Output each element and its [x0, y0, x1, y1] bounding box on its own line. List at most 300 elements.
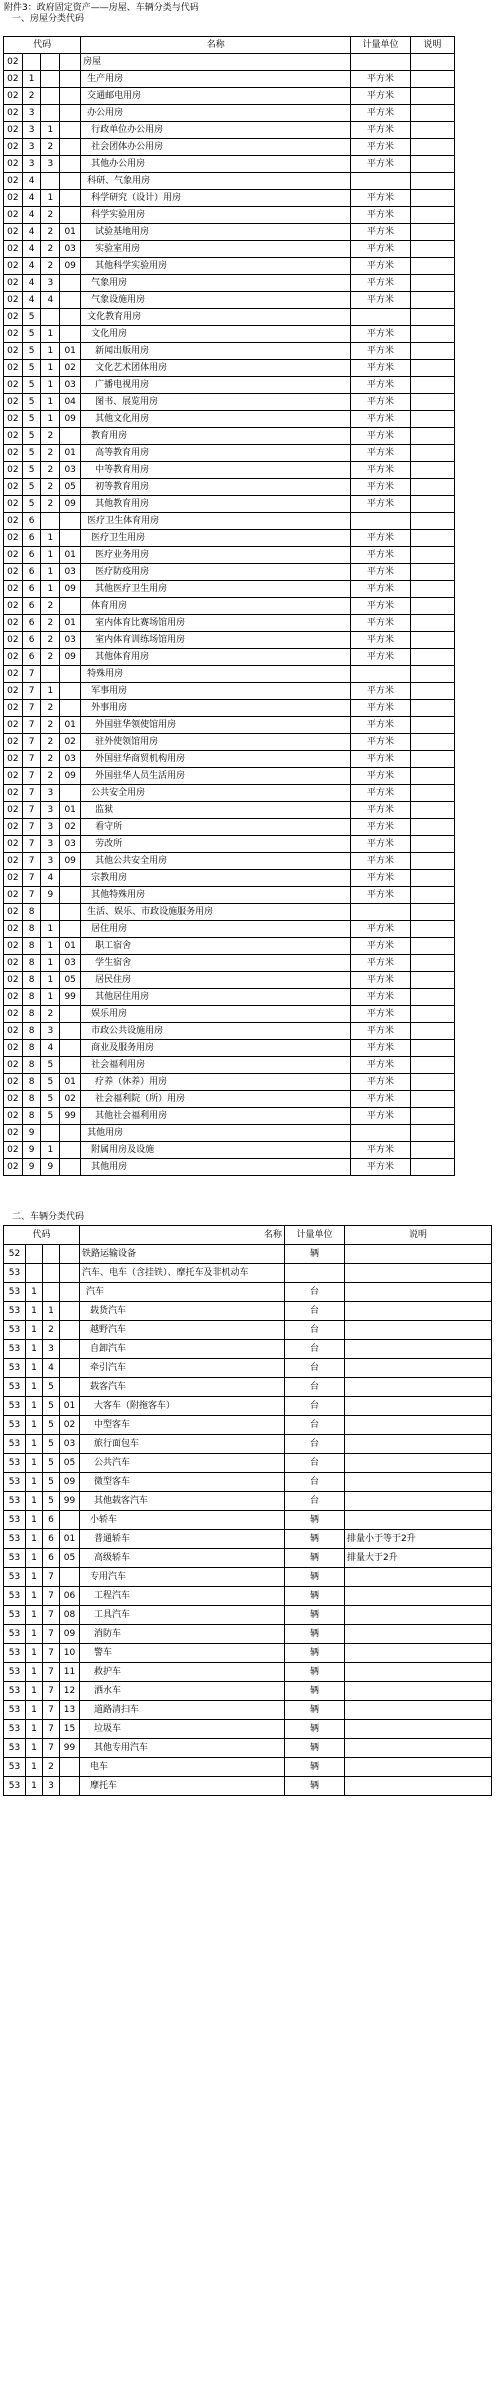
table-row: [4, 1040, 455, 1057]
code-l2-cell: 6: [22, 530, 41, 547]
code-l4-cell: [60, 598, 81, 615]
code-l4-cell: [60, 326, 81, 343]
code-l3-cell: 6: [43, 1530, 60, 1549]
item-name-cell: 其他教育用房: [81, 496, 351, 513]
code-l4-cell: 01: [60, 802, 81, 819]
code-l3-cell: [41, 513, 60, 530]
unit-cell: 台: [285, 1473, 345, 1492]
code-l2-cell: 4: [22, 224, 41, 241]
unit-cell: 平方米: [351, 717, 411, 734]
code-l1-cell: 02: [4, 802, 23, 819]
code-l4-cell: [60, 207, 81, 224]
note-cell: [345, 1568, 492, 1587]
table-row: [4, 853, 455, 870]
code-l4-cell: 02: [60, 1416, 80, 1435]
note-cell: [345, 1511, 492, 1530]
code-l3-cell: 1: [41, 190, 60, 207]
code-l3-cell: 3: [41, 785, 60, 802]
unit-cell: 台: [285, 1416, 345, 1435]
table-row: [4, 275, 455, 292]
code-l2-cell: 6: [22, 649, 41, 666]
table-row: [4, 734, 455, 751]
code-l4-cell: [60, 1568, 80, 1587]
code-l1-cell: 02: [4, 836, 23, 853]
item-name-cell: 汽车、电车（含挂铁）、摩托车及非机动车: [80, 1264, 285, 1283]
table-row: [4, 1454, 492, 1473]
item-name-cell: 中等教育用房: [81, 462, 351, 479]
item-name-cell: 其他体育用房: [81, 649, 351, 666]
code-l4-cell: [60, 1511, 80, 1530]
item-name-cell: 汽车: [80, 1283, 285, 1302]
note-cell: [345, 1264, 492, 1283]
code-l2-cell: 5: [22, 326, 41, 343]
code-l1-cell: 02: [4, 921, 23, 938]
attachment-title: 附件3：政府固定资产——房屋、车辆分类与代码: [4, 3, 199, 13]
note-cell: [345, 1587, 492, 1606]
code-l4-cell: [60, 1040, 81, 1057]
code-l4-cell: 09: [60, 411, 81, 428]
code-l4-cell: 06: [60, 1587, 80, 1606]
code-l2-cell: [26, 1264, 43, 1283]
code-l1-cell: 02: [4, 598, 23, 615]
note-cell: [410, 462, 454, 479]
code-l1-cell: 02: [4, 377, 23, 394]
code-l2-cell: 1: [26, 1568, 43, 1587]
note-cell: [410, 938, 454, 955]
code-l1-cell: 02: [4, 139, 23, 156]
code-l3-cell: [41, 309, 60, 326]
note-cell: [410, 972, 454, 989]
code-l4-cell: [60, 105, 81, 122]
code-l1-cell: 02: [4, 1074, 23, 1091]
table-row: [4, 326, 455, 343]
code-l3-cell: 1: [41, 921, 60, 938]
code-l3-cell: 2: [41, 479, 60, 496]
note-cell: [345, 1644, 492, 1663]
code-l2-cell: 1: [26, 1397, 43, 1416]
code-l2-cell: 5: [22, 360, 41, 377]
code-l4-cell: 01: [60, 445, 81, 462]
item-name-cell: 摩托车: [80, 1777, 285, 1796]
code-l2-cell: 7: [22, 683, 41, 700]
code-l3-cell: 7: [43, 1606, 60, 1625]
unit-cell: 平方米: [351, 938, 411, 955]
unit-cell: 平方米: [351, 1006, 411, 1023]
unit-cell: 平方米: [351, 564, 411, 581]
code-l1-cell: 53: [4, 1283, 26, 1302]
table-row: [4, 1340, 492, 1359]
code-l4-cell: 09: [60, 768, 81, 785]
table-row: [4, 1663, 492, 1682]
item-name-cell: 体育用房: [81, 598, 351, 615]
code-l1-cell: 53: [4, 1720, 26, 1739]
code-l4-cell: 03: [60, 377, 81, 394]
table-row: [4, 1416, 492, 1435]
code-l2-cell: 1: [26, 1777, 43, 1796]
code-l2-cell: 4: [22, 275, 41, 292]
code-l4-cell: 09: [60, 496, 81, 513]
note-cell: [410, 802, 454, 819]
code-l1-cell: 02: [4, 1023, 23, 1040]
code-l4-cell: 02: [60, 819, 81, 836]
code-l1-cell: 02: [4, 207, 23, 224]
item-name-cell: 其他用房: [81, 1159, 351, 1176]
code-l2-cell: 8: [22, 938, 41, 955]
table-row: [4, 428, 455, 445]
note-cell: [410, 1125, 454, 1142]
unit-cell: 辆: [285, 1245, 345, 1264]
note-cell: 排量小于等于2升: [345, 1530, 492, 1549]
item-name-cell: 室内体育比赛场馆用房: [81, 615, 351, 632]
code-l1-cell: 02: [4, 564, 23, 581]
note-cell: [410, 904, 454, 921]
note-cell: [410, 1108, 454, 1125]
code-l4-cell: [60, 666, 81, 683]
code-l3-cell: 1: [43, 1302, 60, 1321]
code-l1-cell: 02: [4, 428, 23, 445]
unit-cell: 台: [285, 1340, 345, 1359]
note-cell: [410, 496, 454, 513]
table-row: [4, 105, 455, 122]
note-cell: [410, 615, 454, 632]
unit-cell: 平方米: [351, 955, 411, 972]
item-name-cell: 生产用房: [81, 71, 351, 88]
item-name-cell: 劳改所: [81, 836, 351, 853]
code-l4-cell: [60, 1283, 80, 1302]
table-row: [4, 938, 455, 955]
code-l3-cell: 5: [43, 1454, 60, 1473]
note-cell: [410, 1057, 454, 1074]
unit-cell: 平方米: [351, 190, 411, 207]
code-l3-cell: 1: [41, 360, 60, 377]
item-name-cell: 大客车（附拖客车）: [80, 1397, 285, 1416]
item-name-cell: 军事用房: [81, 683, 351, 700]
table-row: [4, 921, 455, 938]
code-l2-cell: 7: [22, 887, 41, 904]
table-row: [4, 1302, 492, 1321]
code-l4-cell: 13: [60, 1701, 80, 1720]
table-row: [4, 88, 455, 105]
code-l2-cell: 6: [22, 564, 41, 581]
code-l2-cell: 4: [22, 173, 41, 190]
unit-cell: 平方米: [351, 479, 411, 496]
table-row: [4, 1359, 492, 1378]
unit-cell: 平方米: [351, 785, 411, 802]
unit-cell: 平方米: [351, 1159, 411, 1176]
code-l4-cell: 09: [60, 1473, 80, 1492]
code-l1-cell: 02: [4, 173, 23, 190]
code-l3-cell: 7: [43, 1701, 60, 1720]
code-l2-cell: 1: [26, 1644, 43, 1663]
code-l4-cell: [60, 530, 81, 547]
note-cell: [410, 292, 454, 309]
table-row: [4, 598, 455, 615]
unit-cell: 平方米: [351, 394, 411, 411]
item-name-cell: 气象用房: [81, 275, 351, 292]
code-l2-cell: 5: [22, 394, 41, 411]
table-row: [4, 615, 455, 632]
code-l3-cell: 5: [41, 1057, 60, 1074]
code-l1-cell: 02: [4, 1091, 23, 1108]
code-l4-cell: 01: [60, 547, 81, 564]
unit-cell: 平方米: [351, 598, 411, 615]
note-cell: [410, 564, 454, 581]
table-row: [4, 173, 455, 190]
table-row: [4, 1125, 455, 1142]
note-cell: [410, 54, 454, 71]
unit-cell: 平方米: [351, 71, 411, 88]
code-l4-cell: [60, 1023, 81, 1040]
code-l1-cell: 02: [4, 394, 23, 411]
code-l1-cell: 02: [4, 258, 23, 275]
code-l1-cell: 02: [4, 717, 23, 734]
code-l4-cell: 02: [60, 1091, 81, 1108]
code-l3-cell: 1: [41, 972, 60, 989]
table-row: [4, 887, 455, 904]
code-l2-cell: 1: [26, 1511, 43, 1530]
code-l3-cell: 2: [41, 700, 60, 717]
code-l1-cell: 53: [4, 1359, 26, 1378]
table-row: [4, 156, 455, 173]
code-l3-cell: 6: [43, 1549, 60, 1568]
note-cell: [345, 1720, 492, 1739]
code-l2-cell: 7: [22, 785, 41, 802]
note-cell: [410, 921, 454, 938]
code-l1-cell: 02: [4, 462, 23, 479]
code-l2-cell: 8: [22, 1006, 41, 1023]
code-l1-cell: 02: [4, 224, 23, 241]
code-l2-cell: 7: [22, 870, 41, 887]
unit-cell: 辆: [285, 1549, 345, 1568]
code-l3-cell: 1: [41, 411, 60, 428]
header-code: 代码: [4, 37, 81, 54]
unit-cell: 台: [285, 1454, 345, 1473]
table-row: [4, 462, 455, 479]
item-name-cell: 新闻出版用房: [81, 343, 351, 360]
code-l4-cell: [60, 921, 81, 938]
unit-cell: [351, 513, 411, 530]
code-l4-cell: 03: [60, 1435, 80, 1454]
unit-cell: 台: [285, 1378, 345, 1397]
code-l2-cell: 6: [22, 632, 41, 649]
code-l3-cell: 5: [41, 1091, 60, 1108]
code-l3-cell: 2: [43, 1758, 60, 1777]
table-row: [4, 1074, 455, 1091]
note-cell: 排量大于2升: [345, 1549, 492, 1568]
code-l3-cell: 2: [41, 768, 60, 785]
header-name: 名称: [80, 1226, 285, 1245]
code-l4-cell: 02: [60, 360, 81, 377]
note-cell: [410, 122, 454, 139]
code-l4-cell: 10: [60, 1644, 80, 1663]
code-l4-cell: [60, 1758, 80, 1777]
note-cell: [410, 360, 454, 377]
table-row: [4, 904, 455, 921]
code-l1-cell: 53: [4, 1663, 26, 1682]
code-l2-cell: 8: [22, 1108, 41, 1125]
item-name-cell: 看守所: [81, 819, 351, 836]
code-l1-cell: 53: [4, 1302, 26, 1321]
table-row: [4, 1245, 492, 1264]
item-name-cell: 外国驻华领使馆用房: [81, 717, 351, 734]
note-cell: [410, 853, 454, 870]
code-l1-cell: 02: [4, 1057, 23, 1074]
code-l2-cell: 7: [22, 751, 41, 768]
item-name-cell: 牵引汽车: [80, 1359, 285, 1378]
note-cell: [410, 819, 454, 836]
header-code: 代码: [4, 1226, 80, 1245]
code-l2-cell: 1: [26, 1739, 43, 1758]
code-l3-cell: 2: [41, 139, 60, 156]
code-l3-cell: 2: [41, 598, 60, 615]
code-l3-cell: 2: [41, 207, 60, 224]
code-l1-cell: 02: [4, 1142, 23, 1159]
note-cell: [410, 632, 454, 649]
code-l3-cell: 1: [41, 581, 60, 598]
code-l4-cell: 09: [60, 581, 81, 598]
header-note: 说明: [345, 1226, 492, 1245]
code-l3-cell: 2: [41, 224, 60, 241]
unit-cell: 平方米: [351, 887, 411, 904]
code-l2-cell: 1: [26, 1758, 43, 1777]
unit-cell: [351, 54, 411, 71]
code-l4-cell: [60, 275, 81, 292]
unit-cell: 台: [285, 1321, 345, 1340]
code-l2-cell: 7: [22, 768, 41, 785]
table-row: [4, 343, 455, 360]
code-l1-cell: 02: [4, 649, 23, 666]
code-l1-cell: 02: [4, 989, 23, 1006]
code-l4-cell: [60, 1302, 80, 1321]
code-l3-cell: [43, 1283, 60, 1302]
note-cell: [410, 105, 454, 122]
section2-title: 二、车辆分类代码: [12, 1212, 85, 1222]
table-row: [4, 1473, 492, 1492]
code-l2-cell: 6: [22, 547, 41, 564]
code-l2-cell: 1: [26, 1701, 43, 1720]
code-l2-cell: 1: [26, 1340, 43, 1359]
item-name-cell: 居民住房: [81, 972, 351, 989]
unit-cell: 平方米: [351, 547, 411, 564]
code-l4-cell: 99: [60, 1108, 81, 1125]
code-l2-cell: 3: [22, 139, 41, 156]
code-l2-cell: 1: [26, 1321, 43, 1340]
code-l4-cell: [60, 139, 81, 156]
code-l3-cell: 4: [43, 1359, 60, 1378]
code-l3-cell: 2: [41, 1006, 60, 1023]
code-l4-cell: [60, 1159, 81, 1176]
unit-cell: 辆: [285, 1758, 345, 1777]
item-name-cell: 中型客车: [80, 1416, 285, 1435]
code-l4-cell: 03: [60, 241, 81, 258]
code-l2-cell: 1: [26, 1416, 43, 1435]
note-cell: [345, 1663, 492, 1682]
code-l1-cell: 53: [4, 1549, 26, 1568]
unit-cell: 平方米: [351, 207, 411, 224]
table-row: [4, 513, 455, 530]
code-l1-cell: 53: [4, 1378, 26, 1397]
item-name-cell: 其他文化用房: [81, 411, 351, 428]
item-name-cell: 其他载客汽车: [80, 1492, 285, 1511]
unit-cell: 台: [285, 1397, 345, 1416]
code-l2-cell: 4: [22, 190, 41, 207]
code-l1-cell: 02: [4, 360, 23, 377]
code-l1-cell: 02: [4, 411, 23, 428]
code-l3-cell: 1: [41, 377, 60, 394]
code-l1-cell: 02: [4, 71, 23, 88]
item-name-cell: 科研、气象用房: [81, 173, 351, 190]
code-l3-cell: 1: [41, 1142, 60, 1159]
item-name-cell: 自卸汽车: [80, 1340, 285, 1359]
item-name-cell: 其他医疗卫生用房: [81, 581, 351, 598]
code-l2-cell: 8: [22, 1091, 41, 1108]
table-row: [4, 445, 455, 462]
table-row: [4, 1264, 492, 1283]
code-l2-cell: 7: [22, 819, 41, 836]
code-l4-cell: [60, 1006, 81, 1023]
code-l1-cell: 53: [4, 1625, 26, 1644]
table-row: [4, 54, 455, 71]
code-l3-cell: 7: [43, 1682, 60, 1701]
note-cell: [410, 734, 454, 751]
item-name-cell: 文化用房: [81, 326, 351, 343]
code-l1-cell: 02: [4, 496, 23, 513]
code-l2-cell: 7: [22, 717, 41, 734]
code-l2-cell: 5: [22, 343, 41, 360]
unit-cell: 平方米: [351, 428, 411, 445]
unit-cell: 平方米: [351, 241, 411, 258]
unit-cell: 平方米: [351, 751, 411, 768]
code-l4-cell: 99: [60, 1492, 80, 1511]
item-name-cell: 行政单位办公用房: [81, 122, 351, 139]
code-l2-cell: 4: [22, 258, 41, 275]
item-name-cell: 微型客车: [80, 1473, 285, 1492]
item-name-cell: 外国驻华商贸机构用房: [81, 751, 351, 768]
code-l1-cell: 02: [4, 326, 23, 343]
header-unit: 计量单位: [285, 1226, 345, 1245]
table-row: [4, 1397, 492, 1416]
code-l1-cell: 02: [4, 309, 23, 326]
section1-title: 一、房屋分类代码: [12, 14, 85, 24]
code-l4-cell: 01: [60, 1397, 80, 1416]
table-row: [4, 258, 455, 275]
table-row: [4, 768, 455, 785]
code-l3-cell: 9: [41, 1159, 60, 1176]
code-l3-cell: 1: [41, 955, 60, 972]
table-row: [4, 377, 455, 394]
code-l1-cell: 53: [4, 1587, 26, 1606]
code-l1-cell: 02: [4, 105, 23, 122]
code-l4-cell: [60, 292, 81, 309]
code-l3-cell: 2: [41, 445, 60, 462]
code-l2-cell: 5: [22, 377, 41, 394]
unit-cell: 平方米: [351, 462, 411, 479]
table-row: [4, 700, 455, 717]
code-l4-cell: [60, 54, 81, 71]
unit-cell: 平方米: [351, 139, 411, 156]
code-l2-cell: 1: [26, 1549, 43, 1568]
code-l2-cell: 7: [22, 734, 41, 751]
note-cell: [345, 1606, 492, 1625]
code-l1-cell: 02: [4, 819, 23, 836]
item-name-cell: 办公用房: [81, 105, 351, 122]
code-l4-cell: 03: [60, 564, 81, 581]
code-l2-cell: 1: [26, 1359, 43, 1378]
unit-cell: 平方米: [351, 989, 411, 1006]
note-cell: [410, 649, 454, 666]
unit-cell: 辆: [285, 1739, 345, 1758]
unit-cell: 平方米: [351, 343, 411, 360]
